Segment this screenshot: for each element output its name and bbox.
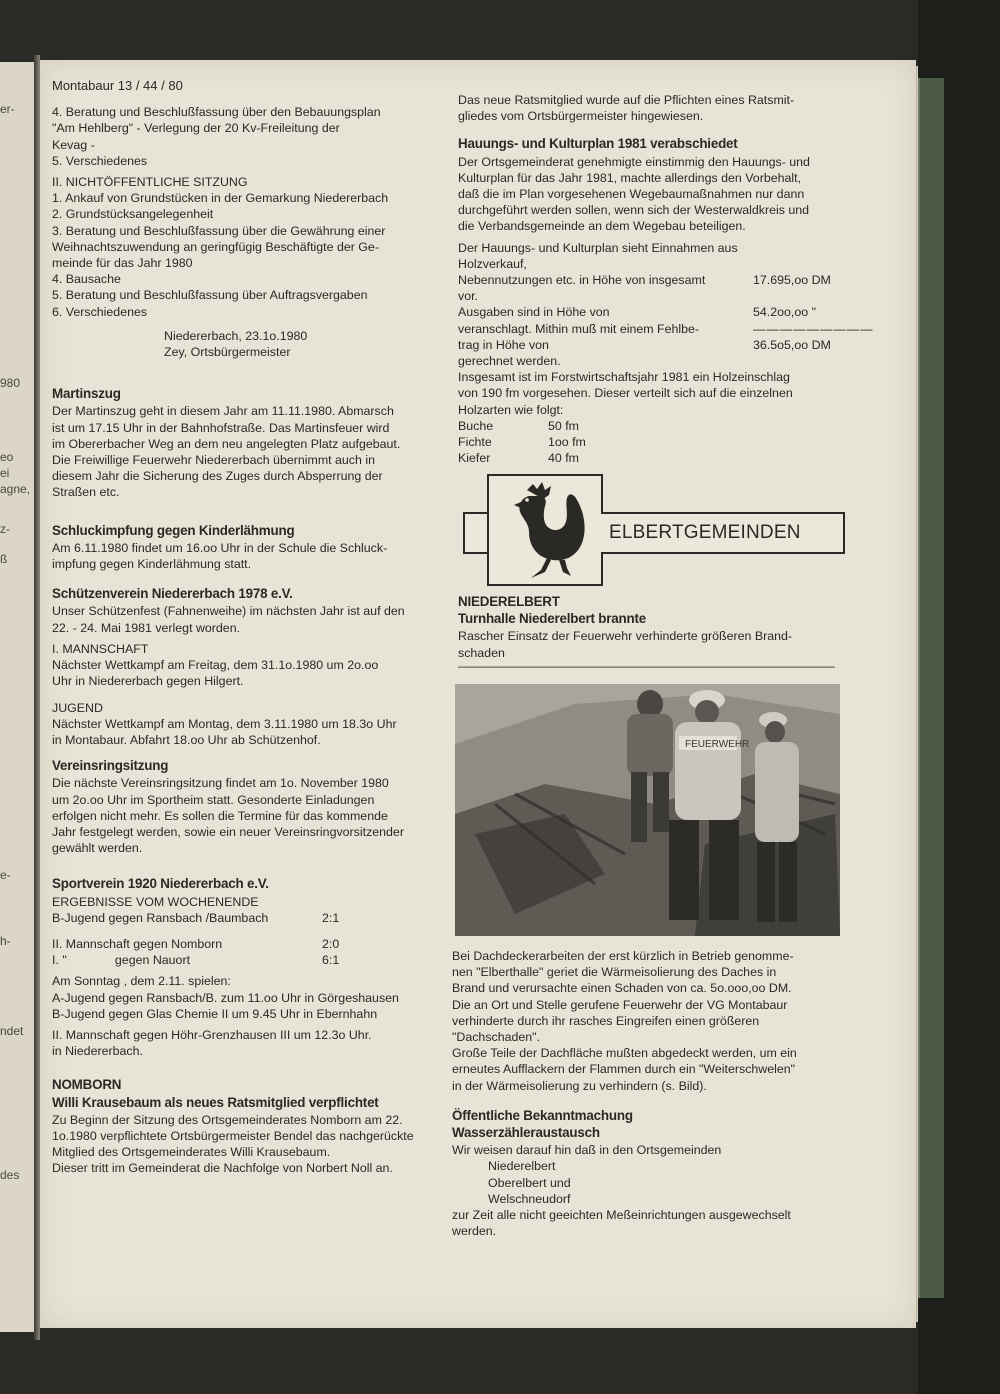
budget-deficit (458, 321, 874, 337)
budget-expense (458, 304, 854, 320)
section-text: Rascher Einsatz der Feuerwehr verhinderte größeren Brand- schaden (458, 629, 793, 660)
section-text: Unser Schützenfest (Fahnenweihe) im nächsten Jahr ist auf den 22. - 24. Mai 1981 verlegt worden. (52, 604, 405, 635)
section-heading: Vereinsringsitzung (52, 758, 169, 774)
left-column (52, 78, 444, 1177)
left-fragment: eo (0, 450, 14, 464)
budget-income (458, 240, 854, 289)
wood-name: Kiefer (458, 451, 491, 466)
left-fragment: h- (0, 934, 11, 948)
rooster-icon (489, 476, 601, 584)
result-score: 2:1 (322, 910, 340, 925)
section-text: II. Mannschaft gegen Höhr-Grenzhausen III um 12.3o Uhr. in Niedererbach. (52, 1027, 372, 1059)
section-text: Am Sonntag , dem 2.11. spielen: (52, 974, 231, 989)
results-row (52, 936, 444, 952)
section-heading: Schluckimpfung gegen Kinderlähmung (52, 522, 295, 538)
subsection-title: ERGEBNISSE VOM WOCHENENDE (52, 894, 259, 909)
results-row (52, 910, 444, 926)
result-score: 2:0 (322, 936, 340, 951)
agenda-item: 3. Beratung und Beschlußfassung über die Gewährung einer Weihnachtszuwendung an geringfügig Beschäftigte der Ge- meinde für das Jahr 1980 (52, 223, 386, 271)
wood-row (458, 434, 854, 450)
left-fragment: z- (0, 522, 10, 536)
wood-row (458, 450, 854, 466)
place-item: Niederelbert (488, 1159, 556, 1174)
budget-label: Ausgaben sind in Höhe von (458, 305, 610, 320)
section-text: Der Martinszug geht in diesem Jahr am 11.11.1980. Abmarsch ist um 17.15 Uhr in der Bahnhofstraße. Das Martinsfeuer wird im Obererbacher Weg an dem neu angelegten Platz aufgebaut. Die Freiwillige Feuerwehr Niedererbach übernimmt auch in diesem Jahr die Sicherung des Zuges durch Absperrung der Straßen etc. (52, 404, 401, 500)
wood-amount: 1oo fm (548, 435, 586, 450)
budget-label: gerechnet werden. (458, 354, 561, 369)
niederelbert-article (458, 594, 854, 671)
wood-row (458, 418, 854, 434)
right-column-bottom (452, 948, 852, 1239)
logo-box (487, 474, 603, 586)
signature-line: Niedererbach, 23.1o.1980 (164, 328, 308, 343)
section-text: Das neue Ratsmitglied wurde auf die Pflichten eines Ratsmit- gliedes vom Ortsbürgermeister hingewiesen. (458, 93, 795, 124)
divider-line: ————————————————————————————————— (458, 660, 834, 671)
section-heading: Martinszug (52, 386, 121, 402)
budget-value: 17.695,oo DM (753, 273, 831, 288)
section-heading: NOMBORN (52, 1077, 122, 1093)
section-heading: Sportverein 1920 Niedererbach e.V. (52, 876, 269, 892)
section-text: B-Jugend gegen Glas Chemie II um 9.45 Uhr in Ebernhahn (52, 1006, 378, 1021)
book-cover-spine (918, 78, 944, 1298)
wood-amount: 40 fm (548, 451, 579, 466)
logo-tab (463, 512, 489, 554)
place-item: Welschneudorf (488, 1191, 571, 1206)
result-match: II. Mannschaft gegen Nomborn (52, 936, 223, 951)
wood-name: Buche (458, 418, 494, 433)
page-header: Montabaur 13 / 44 / 80 (52, 78, 183, 93)
agenda-item: 5. Verschiedenes (52, 153, 148, 168)
section-text: Die nächste Vereinsringsitzung findet am 1o. November 1980 um 2o.oo Uhr im Sportheim statt. Gesonderte Einladungen erfolgen nicht mehr. Es sollen die Termine für das kommende Jahr festgelegt werden, sowie ein neuer Vereinsringvorsitzender gewählt werden. (52, 776, 404, 856)
section-text: Wir weisen darauf hin daß in den Ortsgemeinden (452, 1143, 722, 1158)
left-page-sliver (0, 62, 34, 1332)
elbertgemeinden-logo (463, 474, 848, 586)
subsection-title: I. MANNSCHAFT (52, 641, 149, 656)
section-heading: NIEDERELBERT (458, 594, 560, 609)
section-subheading: Turnhalle Niederelbert brannte (458, 611, 646, 627)
logo-label: ELBERTGEMEINDEN (609, 522, 801, 543)
logo-band (601, 512, 845, 554)
result-match: B-Jugend gegen Ransbach /Baumbach (52, 910, 269, 925)
left-fragment: des (0, 1168, 20, 1182)
budget-label: vor. (458, 289, 478, 304)
signature (52, 328, 444, 360)
agenda-section-title: II. NICHTÖFFENTLICHE SITZUNG (52, 175, 248, 190)
agenda-item: 4. Beratung und Beschlußfassung über den Bebauungsplan "Am Hehlberg" - Verlegung der 20 Kv-Freileitung der Kevag - (52, 105, 381, 152)
section-text: Nächster Wettkampf am Montag, dem 3.11.1980 um 18.3o Uhr in Montabaur. Abfahrt 18.oo Uhr ab Schützenhof. (52, 716, 397, 747)
result-match: I. " gegen Nauort (52, 953, 191, 968)
left-fragment: er- (0, 102, 15, 116)
agenda-item: 2. Grundstücksangelegenheit (52, 207, 214, 222)
left-fragment: e- (0, 868, 11, 882)
place-item: Oberelbert und (488, 1175, 571, 1190)
section-text: Nächster Wettkampf am Freitag, dem 31.1o.1980 um 2o.oo Uhr in Niedererbach gegen Hilgert. (52, 658, 379, 689)
left-fragment: ndet (0, 1024, 24, 1038)
section-text: Zu Beginn der Sitzung des Ortsgemeinderates Nomborn am 22. 1o.1980 verpflichtete Ortsbürgermeister Bendel das nachgerückte Mitglied des Ortsgemeinderates Willi Krausebaum. Dieser tritt im Gemeinderat die Nachfolge von Norbert Noll an. (52, 1112, 414, 1176)
right-column-top (458, 92, 874, 466)
section-text: zur Zeit alle nicht geeichten Meßeinrichtungen ausgewechselt werden. (452, 1208, 791, 1239)
section-text: Am 6.11.1980 findet um 16.oo Uhr in der Schule die Schluck- impfung gegen Kinderlähmung statt. (52, 540, 388, 572)
signature-line: Zey, Ortsbürgermeister (164, 345, 291, 360)
wood-name: Fichte (458, 435, 492, 450)
budget-label: Der Hauungs- und Kulturplan sieht Einnahmen aus Holzverkauf, Nebennutzungen etc. in Höhe von insgesamt (458, 240, 738, 288)
result-score: 6:1 (322, 953, 340, 968)
section-text: Insgesamt ist im Forstwirtschaftsjahr 1981 ein Holzeinschlag von 190 fm vorgesehen. Dieser verteilt sich auf die einzelnen Holzarten wie folgt: (458, 370, 793, 417)
agenda-item: 1. Ankauf von Grundstücken in der Gemarkung Niedererbach (52, 191, 389, 206)
budget-value: 36.5o5,oo DM (753, 337, 831, 352)
left-fragment: ß (0, 552, 8, 566)
left-fragment: 980 (0, 376, 21, 390)
wood-amount: 50 fm (548, 418, 579, 433)
budget-label: trag in Höhe von (458, 337, 549, 352)
budget-rule: ————————— (753, 321, 874, 336)
subsection-title: JUGEND (52, 700, 103, 715)
budget-label: veranschlagt. Mithin muß mit einem Fehlbe- (458, 321, 700, 336)
section-text: A-Jugend gegen Ransbach/B. zum 11.oo Uhr in Görgeshausen (52, 990, 399, 1005)
section-subheading: Wasserzähleraustausch (452, 1125, 600, 1141)
agenda-item: 6. Verschiedenes (52, 304, 148, 319)
budget-deficit (458, 337, 854, 353)
budget-value: 54.2oo,oo " (753, 305, 816, 320)
section-heading: Öffentliche Bekanntmachung (452, 1107, 633, 1123)
section-subheading: Willi Krausebaum als neues Ratsmitglied verpflichtet (52, 1094, 379, 1110)
section-text: Der Ortsgemeinderat genehmigte einstimmig den Hauungs- und Kulturplan für das Jahr 1981, machte allerdings den Vorbehalt, daß die im Plan vorgesehenen Wegebaumaßnahmen nur dann durchgeführt werden sollen, wenn sich der Westerwaldkreis und die Verbandsgemeinde an dem Wegebau beteiligen. (458, 154, 810, 234)
section-heading: Hauungs- und Kulturplan 1981 verabschiedet (458, 136, 738, 152)
section-heading: Schützenverein Niedererbach 1978 e.V. (52, 586, 293, 602)
fire-brigade-photo (455, 684, 840, 936)
results-row (52, 952, 444, 968)
agenda-item: 5. Beratung und Beschlußfassung über Auftragsvergaben (52, 288, 368, 303)
left-fragment: ei (0, 466, 10, 480)
left-fragment: agne, (0, 482, 31, 496)
photo-jacket-text: FEUERWEHR (685, 739, 750, 750)
photo-illustration (455, 684, 840, 936)
agenda-item: 4. Bausache (52, 272, 121, 287)
photo-caption: Bei Dachdeckerarbeiten der erst kürzlich in Betrieb genomme- nen "Elberthalle" geriet die Wärmeisolierung des Daches in Brand und verursachte einen Schaden von ca. 5o.ooo,oo DM. Die an Ort und Stelle gerufene Feuerwehr der VG Montabaur verhinderte durch ihr rasches Eingreifen einen größeren "Dachschaden". Große Teile der Dachfläche mußten abgedeckt werden, um ein erneutes Aufflackern der Flammen durch ein "Weiterschwelen" in der Wärmeisolierung zu verhindern (s. Bild). (452, 949, 797, 1093)
